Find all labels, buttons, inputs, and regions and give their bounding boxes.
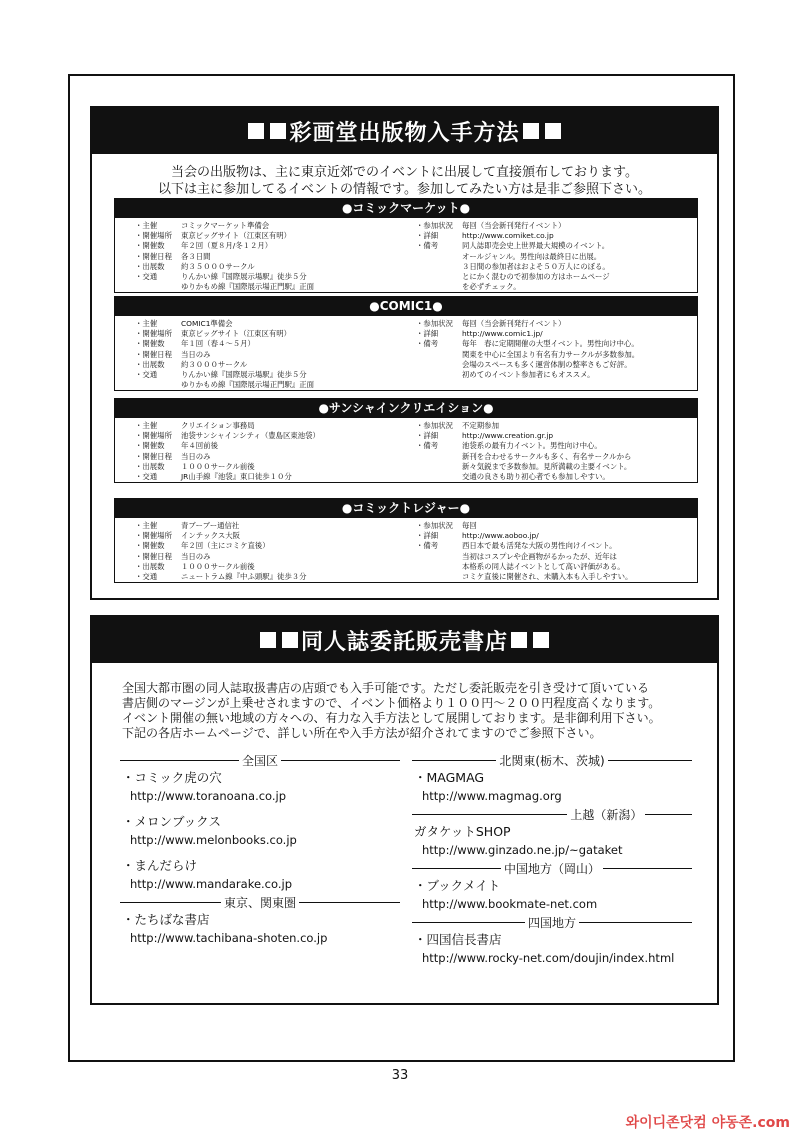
event-detail-row (416, 472, 697, 482)
detail-key: ・開催数 (135, 541, 165, 551)
detail-key: ・開催日程 (135, 349, 172, 359)
detail-key (416, 252, 462, 262)
detail-value: 新々気鋭まで多数参加。見所満載の主要イベント。 (462, 461, 632, 471)
detail-value: インテックス大阪 (181, 531, 241, 541)
detail-value: 会場のスペースも多く運営体制の整率さもご好評。 (462, 359, 632, 369)
detail-key: ・交通 (135, 272, 158, 282)
intro-line: 全国大都市圏の同人誌取扱書店の店頭でも入手可能です。ただし委託販売を引き受けて頂いている (122, 681, 650, 695)
store-name: ・メロンブックス (122, 814, 222, 829)
detail-key (416, 272, 462, 282)
region-divider: 中国地方（岡山） (412, 859, 692, 877)
square-icon (248, 123, 264, 139)
event-detail-row (416, 572, 697, 582)
events-section (90, 106, 719, 600)
store-list (120, 751, 700, 991)
detail-key: ・参加状況 (416, 421, 453, 430)
event-detail-row (416, 370, 697, 380)
event-column-right (416, 421, 697, 482)
detail-key: ・主催 (135, 521, 158, 530)
store-name: ・四国信長書店 (414, 932, 502, 947)
detail-key (135, 380, 181, 390)
detail-key (416, 472, 462, 482)
square-icon (282, 632, 298, 648)
detail-value: を必ずチェック。 (462, 282, 521, 292)
event-column-left (135, 319, 416, 390)
detail-value: 年１回（春４～５月） (181, 339, 255, 349)
event-detail-row (416, 462, 697, 472)
region-divider: 東京、関東圏 (120, 893, 400, 911)
detail-value: 当日のみ (181, 551, 211, 561)
event-column-left (135, 521, 416, 582)
detail-value: 同人誌即売会史上世界最大規模のイベント。 (462, 241, 610, 251)
intro-line: 書店側のマージンが上乗せされますので、イベント価格より１００円～２００円程度高くなります。 (122, 696, 661, 710)
event-title: ●コミックマーケット● (115, 199, 697, 218)
event-detail-row (135, 380, 416, 390)
detail-value: １０００サークル前後 (181, 561, 255, 571)
events-banner (92, 108, 717, 154)
detail-value: 青ブーブー通信社 (181, 521, 240, 530)
square-icon (523, 123, 539, 139)
detail-key: ・開催場所 (135, 231, 172, 241)
event-column-right (416, 319, 697, 390)
detail-key: ・参加状況 (416, 521, 453, 530)
detail-key (416, 552, 462, 562)
events-intro (92, 154, 717, 198)
store-name: ・たちばな書店 (122, 912, 210, 927)
detail-value: http://www.aoboo.jp/ (462, 531, 539, 541)
stores-title: 同人誌委託販売書店 (300, 629, 508, 655)
detail-value: http://www.comiket.co.jp (462, 231, 554, 241)
detail-key: ・参加状況 (416, 221, 453, 230)
event-detail-row (416, 350, 697, 360)
detail-key: ・開催場所 (135, 531, 172, 541)
event-detail-row (135, 441, 416, 451)
event-detail-row (416, 319, 697, 329)
region-divider: 北関東(栃木、茨城) (412, 751, 692, 769)
event-detail-row (135, 521, 416, 531)
detail-value: コミケ直後に開催され、未購入本も入手しやすい。 (462, 572, 633, 582)
detail-value: 当初はコスプレや企画物がるかったが、近年は (462, 551, 617, 561)
store-link[interactable]: http://www.bookmate-net.com (422, 897, 598, 911)
detail-key (416, 282, 462, 292)
detail-value: 交通の良さも助り初心者でも参加しやすい。 (462, 472, 610, 482)
event-detail-row (135, 319, 416, 329)
detail-value: 約３０００サークル (181, 359, 248, 369)
detail-value: 毎回（当会新刊発行イベント） (462, 221, 566, 230)
detail-value: 毎年 春に定期開催の大型イベント。男性向け中心。 (462, 339, 639, 349)
event-detail-row (416, 431, 697, 441)
detail-value: http://www.creation.gr.jp (462, 431, 554, 441)
event-detail-row (135, 262, 416, 272)
intro-line: 当会の出版物は、主に東京近郊でのイベントに出展して直接頒布しております。 (171, 165, 638, 180)
detail-key: ・主催 (135, 421, 158, 430)
event-detail-row (416, 339, 697, 349)
detail-value: 各３日間 (181, 251, 211, 261)
detail-value: 東京ビッグサイト（江東区有明） (181, 231, 292, 241)
event-column-right (416, 221, 697, 292)
detail-value: 関東を中心に全国より有名有力サークルが多数参加。 (462, 349, 640, 359)
event-detail-row (135, 421, 416, 431)
event-box (114, 296, 698, 391)
detail-key: ・詳細 (416, 531, 439, 541)
detail-key: ・主催 (135, 319, 158, 328)
detail-key: ・出展数 (135, 561, 165, 571)
detail-key (416, 262, 462, 272)
detail-value: オールジャンル。男性向は最終日に出展。 (462, 251, 602, 261)
event-title: ●コミックトレジャー● (115, 499, 697, 518)
event-detail-row (416, 241, 697, 251)
event-detail-row (135, 272, 416, 282)
detail-value: 不定期参加 (462, 421, 499, 430)
event-title: ●サンシャインクリエイション● (115, 399, 697, 418)
event-box (114, 398, 698, 483)
detail-key: ・交通 (135, 572, 158, 582)
event-detail-row (416, 221, 697, 231)
detail-key (416, 562, 462, 572)
event-detail-row (135, 339, 416, 349)
detail-value: 初めてのイベント参加者にもオススメ。 (462, 370, 595, 380)
square-icon (545, 123, 561, 139)
event-detail-row (135, 472, 416, 482)
stores-banner (92, 617, 717, 663)
event-detail-row (135, 329, 416, 339)
detail-key: ・開催数 (135, 241, 165, 251)
detail-key: ・詳細 (416, 431, 439, 441)
event-detail-row (416, 521, 697, 531)
detail-key: ・開催数 (135, 339, 165, 349)
detail-value: 約３５０００サークル (181, 261, 255, 271)
detail-key: ・出展数 (135, 359, 165, 369)
store-link[interactable]: http://www.rocky-net.com/doujin/index.html (422, 951, 675, 965)
detail-value: クリエイション事務局 (181, 421, 255, 430)
detail-key: ・交通 (135, 370, 158, 380)
detail-key: ・詳細 (416, 329, 439, 339)
detail-value: とにかく混むので初参加の方はホームページ (462, 272, 610, 282)
detail-value: 毎回（当会新刊発行イベント） (462, 319, 566, 328)
event-detail-row (416, 541, 697, 551)
detail-value: １０００サークル前後 (181, 461, 255, 471)
detail-key: ・開催場所 (135, 329, 172, 339)
event-title: ●COMIC1● (115, 297, 697, 316)
region-divider: 四国地方 (412, 913, 692, 931)
event-column-left (135, 421, 416, 482)
detail-value: ゆりかもめ線『国際展示場正門駅』正面 (181, 380, 315, 390)
detail-key: ・開催日程 (135, 551, 172, 561)
detail-value: 毎回 (462, 521, 477, 530)
store-link[interactable]: http://www.tachibana-shoten.co.jp (130, 931, 328, 945)
detail-value: 年２回（夏８月/冬１２月） (181, 241, 273, 251)
store-column-left (120, 751, 400, 947)
detail-value: COMIC1準備会 (181, 319, 233, 328)
detail-key (416, 360, 462, 370)
detail-value: 年２回（主にコミケ直後） (181, 541, 270, 551)
events-title: 彩画堂出版物入手方法 (289, 120, 520, 146)
detail-value: 池袋サンシャインシティ（豊島区東池袋） (181, 431, 320, 441)
detail-key: ・開催場所 (135, 431, 172, 441)
intro-line: 以下は主に参加してるイベントの情報です。参加してみたい方は是非ご参照下さい。 (158, 182, 651, 197)
event-detail-row (416, 531, 697, 541)
detail-value: http://www.comic1.jp/ (462, 329, 543, 339)
region-divider: 上越（新潟） (412, 805, 692, 823)
detail-value: コミックマーケット準備会 (181, 221, 270, 230)
detail-key (416, 370, 462, 380)
event-detail-row (416, 282, 697, 292)
store-name: ・まんだらけ (122, 858, 198, 873)
store-column-right (412, 751, 692, 967)
detail-key: ・開催日程 (135, 451, 172, 461)
detail-key (135, 282, 181, 292)
detail-key: ・開催日程 (135, 251, 172, 261)
detail-value: 当日のみ (181, 349, 211, 359)
event-detail-row (416, 421, 697, 431)
store-name: ・MAGMAG (414, 770, 485, 785)
event-detail-row (135, 531, 416, 541)
detail-key: ・詳細 (416, 231, 439, 241)
detail-value: JR山手線『池袋』東口徒歩１０分 (181, 472, 292, 482)
event-detail-row (135, 541, 416, 551)
event-detail-row (416, 262, 697, 272)
event-detail-row (135, 431, 416, 441)
detail-value: 西日本で最も活発な大阪の男性向けイベント。 (462, 541, 617, 551)
detail-value: 池袋系の最有力イベント。男性向け中心。 (462, 441, 602, 451)
store-link[interactable]: http://www.mandarake.co.jp (130, 877, 292, 891)
intro-line: イベント開催の無い地域の方々への、有力な入手方法として展開しております。是非御利用下さい。 (122, 711, 661, 725)
detail-key: ・交通 (135, 472, 158, 482)
event-detail-row (416, 252, 697, 262)
intro-line: 下記の各店ホームページで、詳しい所在や入手方法が紹介されてますのでご参照下さい。 (122, 726, 602, 740)
detail-value: 東京ビッグサイト（江東区有明） (181, 329, 292, 339)
detail-value: ゆりかもめ線『国際展示場正門駅』正面 (181, 282, 315, 292)
store-name: ・ブックメイト (414, 878, 501, 893)
detail-key: ・備考 (416, 339, 439, 349)
detail-key: ・備考 (416, 441, 439, 451)
event-detail-row (135, 241, 416, 251)
detail-key: ・出展数 (135, 261, 165, 271)
detail-key (416, 350, 462, 360)
detail-key: ・参加状況 (416, 319, 453, 328)
detail-value: 本格系の同人誌イベントとして高い評価がある。 (462, 561, 625, 571)
event-detail-row (135, 562, 416, 572)
event-box (114, 198, 698, 293)
detail-key: ・備考 (416, 541, 439, 551)
detail-value: ３日間の参加者はおよそ５０万人にのぼる。 (462, 261, 610, 271)
detail-value: 新刊を合わせるサークルも多く、有名サークルから (462, 451, 632, 461)
store-link[interactable]: http://www.toranoana.co.jp (130, 789, 287, 803)
event-detail-row (416, 562, 697, 572)
event-detail-row (416, 552, 697, 562)
event-detail-row (416, 231, 697, 241)
event-detail-row (135, 252, 416, 262)
square-icon (260, 632, 276, 648)
square-icon (533, 632, 549, 648)
detail-key: ・開催数 (135, 441, 165, 451)
event-detail-row (416, 441, 697, 451)
store-link[interactable]: http://www.melonbooks.co.jp (130, 833, 297, 847)
square-icon (270, 123, 286, 139)
event-detail-row (416, 452, 697, 462)
detail-key (416, 452, 462, 462)
store-link[interactable]: http://www.magmag.org (422, 789, 562, 803)
event-detail-row (135, 552, 416, 562)
store-name: ・コミック虎の穴 (122, 770, 222, 785)
detail-value: りんかい線『国際展示場駅』徒歩５分 (181, 370, 307, 380)
event-detail-row (135, 360, 416, 370)
event-detail-row (135, 350, 416, 360)
detail-key: ・主催 (135, 221, 158, 230)
detail-value: りんかい線『国際展示場駅』徒歩５分 (181, 272, 307, 282)
store-name: ガタケットSHOP (414, 824, 511, 839)
event-box (114, 498, 698, 583)
detail-value: 当日のみ (181, 451, 211, 461)
store-link[interactable]: http://www.ginzado.ne.jp/~gataket (422, 843, 623, 857)
stores-section (90, 615, 719, 1005)
detail-value: 年４回前後 (181, 441, 218, 451)
event-detail-row (135, 370, 416, 380)
square-icon (511, 632, 527, 648)
event-detail-row (416, 329, 697, 339)
event-detail-row (416, 272, 697, 282)
event-detail-row (135, 231, 416, 241)
detail-value: ニュートラム線『中ふ頭駅』徒歩３分 (181, 572, 307, 582)
event-detail-row (135, 462, 416, 472)
stores-intro (92, 663, 717, 741)
event-detail-row (135, 572, 416, 582)
page-number: 33 (391, 1068, 409, 1083)
event-detail-row (135, 221, 416, 231)
detail-key: ・出展数 (135, 461, 165, 471)
event-detail-row (135, 282, 416, 292)
region-divider: 全国区 (120, 751, 400, 769)
detail-key (416, 462, 462, 472)
detail-key (416, 572, 462, 582)
detail-key: ・備考 (416, 241, 439, 251)
event-detail-row (135, 452, 416, 462)
event-detail-row (416, 360, 697, 370)
event-column-left (135, 221, 416, 292)
watermark: 와이디존닷컴 야동존.com (625, 1115, 790, 1131)
event-column-right (416, 521, 697, 582)
